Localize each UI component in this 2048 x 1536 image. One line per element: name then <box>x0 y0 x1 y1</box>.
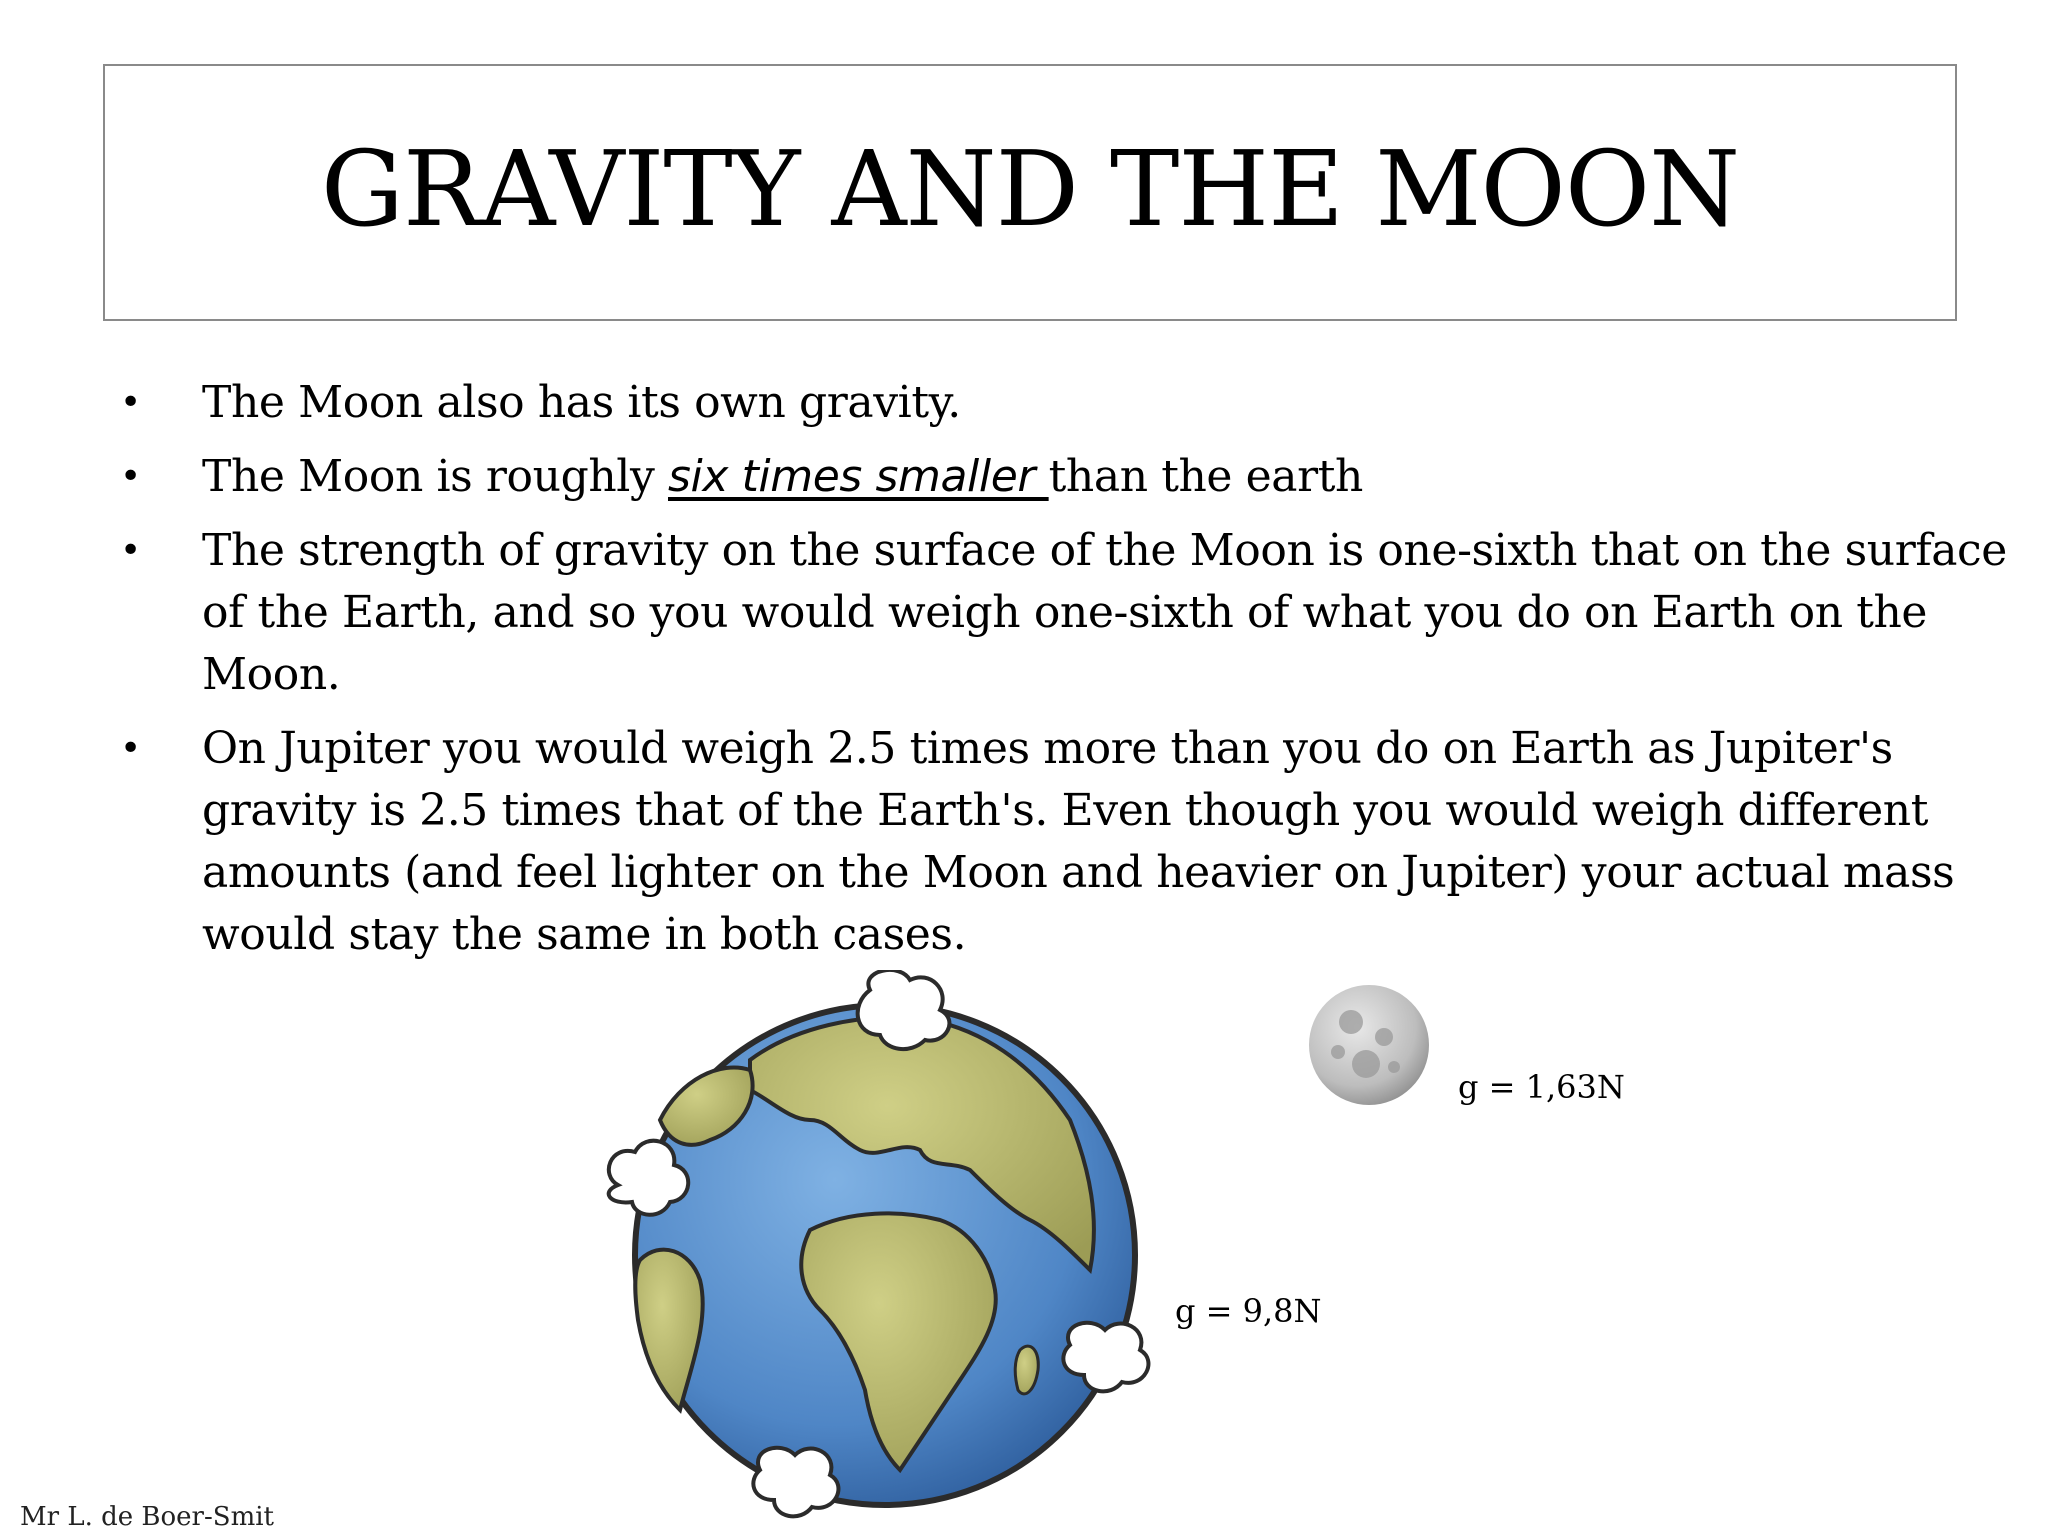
bullet-marker: • <box>120 456 141 497</box>
earth-gravity-label: g = 9,8N <box>1175 1292 1322 1330</box>
moon-gravity-label: g = 1,63N <box>1458 1068 1625 1106</box>
bullet-text-before: The Moon is roughly <box>202 451 668 502</box>
bullet-text: The strength of gravity on the surface of the Moon is one-sixth that on the surface of the Earth, and so you would weigh one-sixth of what you do on Earth on the Moon. <box>202 525 2007 700</box>
bullet-item <box>110 372 2010 434</box>
bullet-text-after: than the earth <box>1048 451 1363 502</box>
bullet-item <box>110 718 2010 966</box>
bullet-item <box>110 520 2010 706</box>
bullet-text: The Moon also has its own gravity. <box>202 377 961 428</box>
author-credit: Mr L. de Boer-Smit <box>20 1502 274 1532</box>
bullet-text: On Jupiter you would weigh 2.5 times more than you do on Earth as Jupiter's gravity is 2.5 times that of the Earth's. Even though you would weigh different amounts (and feel lighter on the Moon and heavier on Jupiter) your actual mass would stay the same in both cases. <box>202 723 1955 960</box>
bullet-marker: • <box>120 728 141 769</box>
bullet-list <box>110 372 2010 978</box>
slide-title: GRAVITY AND THE MOON <box>320 127 1740 250</box>
title-box <box>103 64 1957 321</box>
earth-icon <box>600 970 1160 1530</box>
moon-icon <box>1306 982 1432 1108</box>
bullet-emphasis: six times smaller <box>668 451 1049 502</box>
bullet-marker: • <box>120 530 141 571</box>
bullet-marker: • <box>120 382 141 423</box>
bullet-item <box>110 446 2010 508</box>
